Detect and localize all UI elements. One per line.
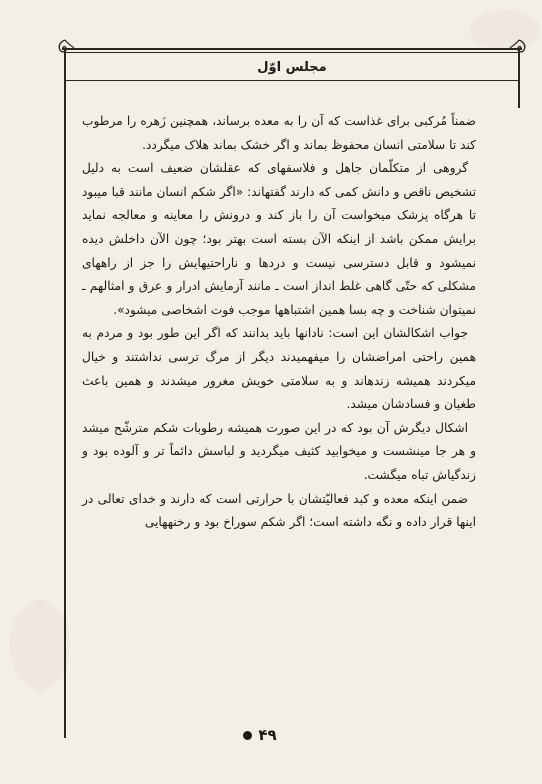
paragraph: ضمن اینکه معده و کبد فعالیّتشان با حرارتی است که دارند و خدای تعالی در اینها قرار داده و نگه داشته است؛ اگر شکم سوراخ بود و رخنههایی [82, 491, 476, 530]
header-divider [64, 80, 520, 81]
frame-left-border [64, 48, 66, 738]
frame-top-border [62, 48, 522, 50]
paragraph: جواب اشکالشان این است: نادانها باید بدانند که اگر این طور بود و مردم به همین راحتی امراضشان را میفهمیدند دیگر از مرگ ترسی نداشتند و خیال میکردند همیشه زندهاند و به سلامتی خویش مغرور میشدند و همین باعث طغیان و فسادشان میشد. [82, 326, 476, 412]
page-header-title: مجلس اوّل [257, 60, 327, 75]
page-number-text: ۴۹ [258, 726, 277, 744]
paragraph: اشکال دیگرش آن بود که در این صورت همیشه رطوبات شکم مترشّح میشد و هر جا مینشست و میخوابید کثیف میگردید و لباسش دائماً تر و آلوده بود و زندگیاش تباه میگشت. [82, 420, 476, 482]
frame-top-inner-border [66, 52, 518, 53]
page-number [230, 726, 290, 744]
paragraph: گروهی از متکلّمان جاهل و فلاسفهای که عقلشان ضعیف است به دلیل تشخیص ناقص و دانش کمی که دارند گفتهاند: «اگر شکم انسان مانند قبا میبود تا هرگاه پزشک میخواست آن را باز کند و درونش را معاینه و معالجه نماید برایش ممکن باشد از اینکه الآن بسته است بهتر بود؛ چون الآن داخلش دیده نمیشود و قابل دسترسی نیست و دردها و ناراحتیهایش را جز از راههای مشکلی که حتّی گاهی غلط انداز است ـ مانند آزمایش ادرار و عرق و امثالهم ـ نمیتوان شناخت و چه بسا همین اشتباهها موجب فوت اشخاصی میشود». [82, 161, 476, 317]
paper-stain [10, 600, 70, 690]
corner-ornament-icon [508, 38, 530, 60]
main-text-body [82, 110, 476, 535]
corner-ornament-icon [54, 38, 76, 60]
paragraph: ضمناً مُرکبی برای غذاست که آن را به معده برساند، همچنین زَهره را مرطوب کند تا سلامتی انسان محفوظ بماند و اگر خشک بماند هلاک میگردد. [82, 114, 476, 152]
bullet-icon [243, 731, 252, 740]
